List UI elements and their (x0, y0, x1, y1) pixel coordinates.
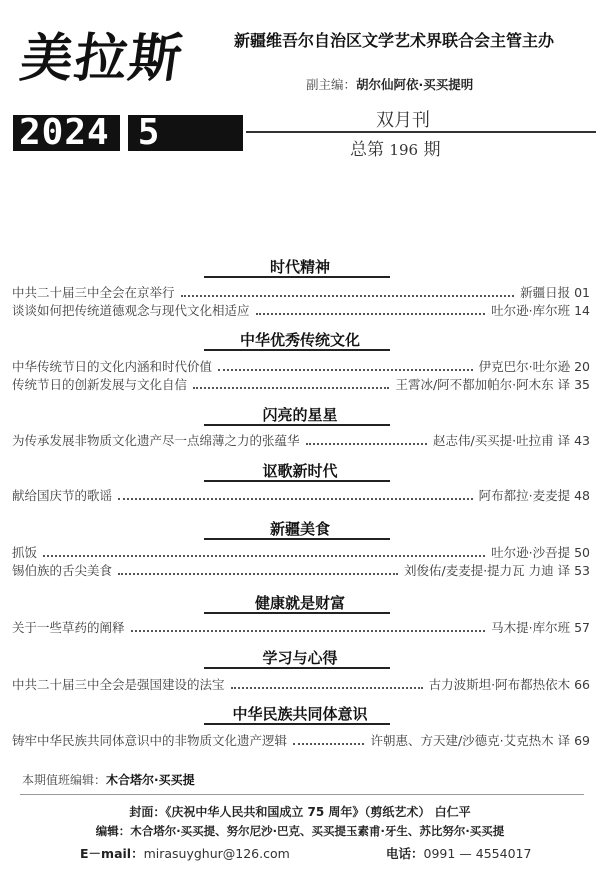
section-rule (204, 480, 390, 482)
dot-leader (218, 369, 473, 371)
toc-entry[interactable] (12, 285, 590, 301)
section-rule (204, 349, 390, 351)
toc-entry[interactable] (12, 677, 590, 693)
phone-value: 0991 — 4554017 (423, 846, 532, 861)
dot-leader (43, 555, 485, 557)
total-issue (350, 135, 440, 160)
frequency: 双月刊 (376, 110, 430, 131)
section-title: 学习与心得 (262, 649, 338, 667)
issue-divider (120, 115, 128, 151)
section-title: 时代精神 (269, 258, 330, 276)
toc-entry[interactable] (12, 359, 590, 375)
section-rule (204, 538, 390, 540)
issue-banner (13, 112, 243, 153)
entry-author-page: 吐尔逊·沙吾提 50 (491, 545, 590, 560)
entry-title: 关于一些草药的阐释 (12, 620, 125, 635)
entry-author-page: 吐尔逊·库尔班 14 (491, 303, 590, 318)
section-rule (204, 723, 390, 725)
section-title: 闪亮的星星 (262, 406, 338, 424)
total-prefix: 总第 (350, 140, 384, 160)
footer-rule (20, 794, 584, 795)
editors-list: 编辑：木合塔尔·买买提、努尔尼沙·巴克、买买提玉素甫·牙生、苏比努尔·买买提 (95, 824, 505, 838)
section-rule (204, 424, 390, 426)
toc-entry[interactable] (12, 377, 590, 393)
entry-title: 为传承发展非物质文化遗产尽一点绵薄之力的张蕴华 (12, 433, 300, 448)
section-title: 讴歌新时代 (262, 462, 338, 480)
entry-author-page: 赵志伟/买买提·吐拉甫 译 43 (432, 433, 590, 448)
entry-author-page: 伊克巴尔·吐尔逊 20 (478, 359, 590, 374)
dot-leader (193, 387, 389, 389)
entry-title: 谈谈如何把传统道德观念与现代文化相适应 (12, 303, 250, 318)
entry-author-page: 新疆日报 01 (520, 285, 590, 300)
section-rule (204, 667, 390, 669)
phone-label: 电话： (386, 846, 424, 861)
publisher-line: 新疆维吾尔自治区文学艺术界联合会主管主办 (234, 31, 555, 50)
dot-leader (256, 313, 486, 315)
cover-credit: 封面：《庆祝中华人民共和国成立 75 周年》（剪纸艺术） 白仁平 (129, 805, 471, 819)
vice-editor-label: 副主编： (306, 77, 357, 92)
dot-leader (231, 687, 423, 689)
entry-title: 锡伯族的舌尖美食 (12, 563, 113, 578)
duty-editor-label: 本期值班编辑： (22, 773, 107, 787)
dot-leader (118, 498, 473, 500)
entry-title: 中华传统节日的文化内涵和时代价值 (12, 359, 213, 374)
section-rule (204, 612, 390, 614)
dot-leader (306, 443, 427, 445)
dot-leader (293, 743, 364, 745)
email-label: E－mail： (80, 846, 144, 861)
entry-author-page: 阿布都拉·麦麦提 48 (478, 488, 590, 503)
toc-entry[interactable] (12, 620, 590, 636)
section-title: 新疆美食 (269, 520, 330, 538)
toc-entry[interactable] (12, 563, 590, 579)
magazine-logo: 美拉斯 (16, 28, 188, 89)
issue-number: 5 (137, 112, 161, 153)
dot-leader (131, 630, 486, 632)
entry-author-page: 许朝惠、方天建/沙德克·艾克热木 译 69 (370, 733, 590, 748)
dot-leader (181, 295, 515, 297)
duty-editor-name: 木合塔尔·买买提 (106, 773, 195, 787)
toc-entry[interactable] (12, 733, 590, 749)
section-title: 健康就是财富 (254, 594, 345, 612)
entry-author-page: 马木提·库尔班 57 (491, 620, 590, 635)
toc-entry[interactable] (12, 545, 590, 561)
vice-editor (306, 75, 473, 93)
entry-author-page: 王霄冰/阿不都加帕尔·阿木东 译 35 (395, 377, 590, 392)
total-suffix: 期 (423, 140, 441, 160)
entry-author-page: 古力波斯坦·阿布都热依木 66 (428, 677, 590, 692)
toc-entry[interactable] (12, 433, 590, 449)
dot-leader (118, 573, 398, 575)
header-rule (246, 131, 596, 133)
phone-line (386, 844, 531, 862)
total-number: 196 (389, 141, 419, 159)
duty-editor (22, 771, 195, 788)
email-line (80, 844, 290, 862)
entry-title: 传统节日的创新发展与文化自信 (12, 377, 188, 392)
entry-title: 中共二十届三中全会在京举行 (12, 285, 175, 300)
section-title: 中华民族共同体意识 (232, 705, 368, 723)
entry-title: 献给国庆节的歌谣 (12, 488, 113, 503)
vice-editor-name: 胡尔仙阿依·买买提明 (356, 77, 474, 92)
issue-year: 2024 (19, 112, 110, 153)
entry-title: 抓饭 (12, 545, 38, 560)
entry-author-page: 刘俊佑/麦麦提·提力瓦 力迪 译 53 (403, 563, 590, 578)
section-title: 中华优秀传统文化 (239, 331, 360, 349)
section-rule (204, 276, 390, 278)
entry-title: 中共二十届三中全会是强国建设的法宝 (12, 677, 225, 692)
email-value[interactable]: mirasuyghur@126.com (143, 846, 290, 861)
toc-entry[interactable] (12, 488, 590, 504)
entry-title: 铸牢中华民族共同体意识中的非物质文化遗产逻辑 (12, 733, 288, 748)
toc-entry[interactable] (12, 303, 590, 319)
